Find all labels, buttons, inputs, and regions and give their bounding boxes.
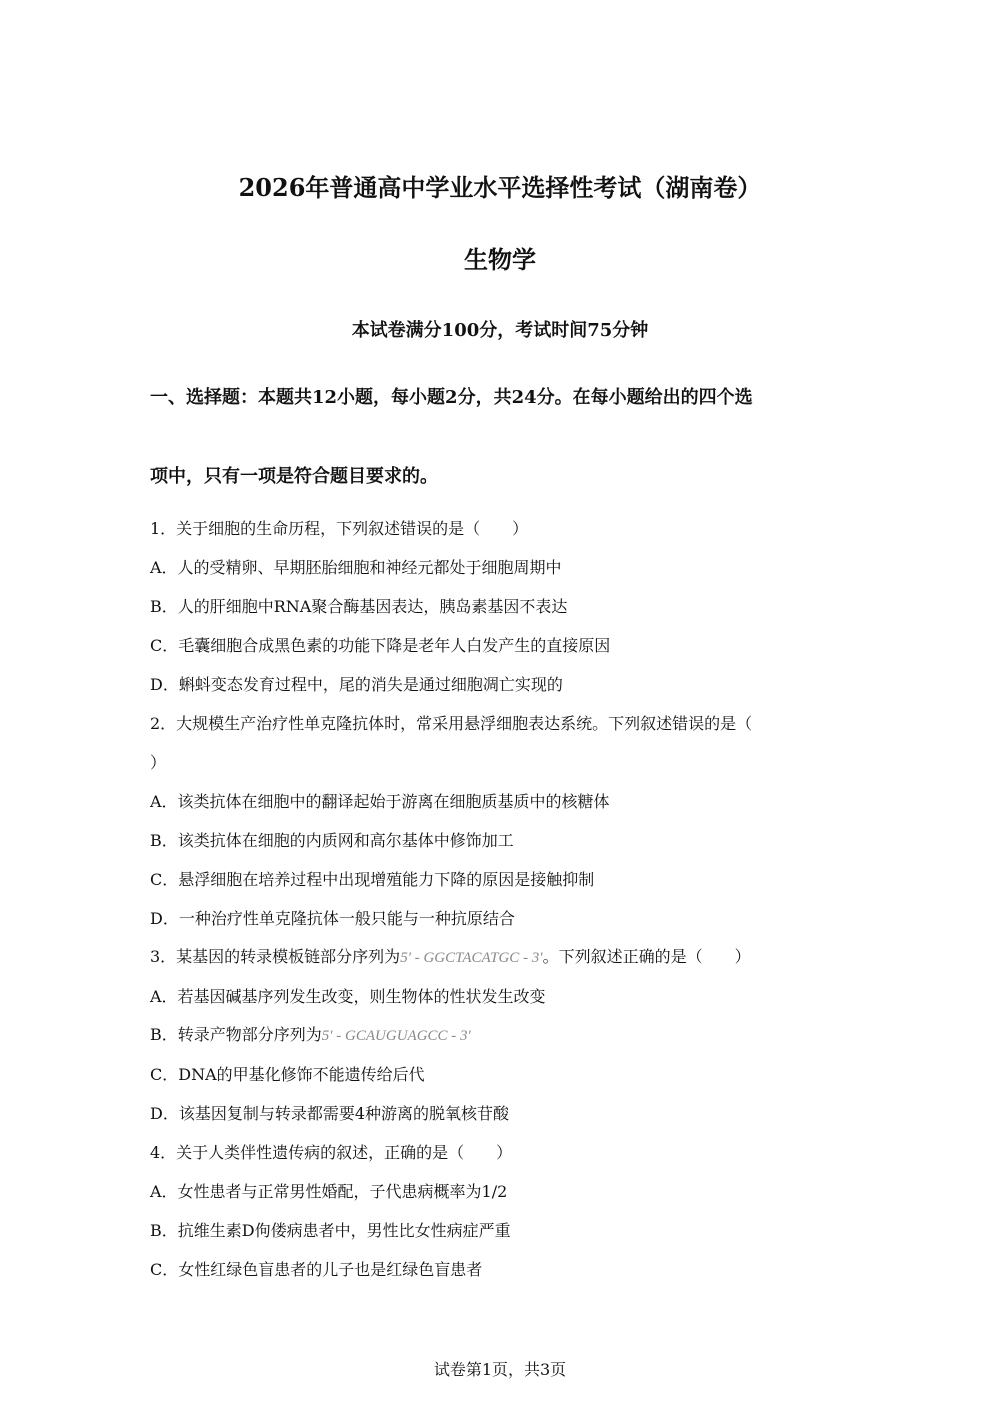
question-4-stem: 4．关于人类伴性遗传病的叙述，正确的是（ ）: [150, 1143, 513, 1162]
question-3-stem-text: 3．某基因的转录模板链部分序列为: [150, 947, 401, 966]
subject-title: 生物学: [464, 245, 536, 274]
question-2-option-d: D．一种治疗性单克隆抗体一般只能与一种抗原结合: [150, 909, 515, 928]
question-2-stem-end: ）: [150, 753, 167, 772]
exam-title: 2026年普通高中学业水平选择性考试（湖南卷）: [238, 173, 762, 202]
question-3-option-b: [150, 1022, 471, 1045]
question-4-option-a: A．女性患者与正常男性婚配，子代患病概率为1/2: [150, 1182, 508, 1201]
question-1-option-c: C．毛囊细胞合成黑色素的功能下降是老年人白发产生的直接原因: [150, 636, 611, 655]
question-3-option-d: D．该基因复制与转录都需要4种游离的脱氧核苷酸: [150, 1104, 510, 1123]
question-3-option-c: C．DNA的甲基化修饰不能遗传给后代: [150, 1065, 425, 1084]
section-heading-line1: 一、选择题：本题共12小题，每小题2分，共24分。在每小题给出的四个选: [150, 387, 753, 408]
question-1-option-d: D．蝌蚪变态发育过程中，尾的消失是通过细胞凋亡实现的: [150, 675, 563, 694]
section-heading-line2: 项中，只有一项是符合题目要求的。: [150, 466, 438, 487]
page-footer: 试卷第1页，共3页: [433, 1360, 567, 1379]
question-1-option-b: B．人的肝细胞中RNA聚合酶基因表达，胰岛素基因不表达: [150, 597, 568, 616]
question-2-option-b: B．该类抗体在细胞的内质网和高尔基体中修饰加工: [150, 831, 514, 850]
question-2-option-a: A．该类抗体在细胞中的翻译起始于游离在细胞质基质中的核糖体: [150, 792, 610, 811]
question-3-option-a: A．若基因碱基序列发生改变，则生物体的性状发生改变: [150, 987, 546, 1006]
question-3-stem-tail: 。下列叙述正确的是（ ）: [542, 947, 751, 966]
question-3-stem: [150, 944, 751, 967]
exam-info: 本试卷满分100分，考试时间75分钟: [351, 320, 649, 341]
question-2-stem: 2．大规模生产治疗性单克隆抗体时，常采用悬浮细胞表达系统。下列叙述错误的是（: [150, 714, 753, 733]
question-3-option-b-text: B．转录产物部分序列为: [150, 1025, 322, 1044]
template-strand-sequence: 5′ - GGCTACATGC - 3′: [400, 950, 543, 966]
question-4-option-c: C．女性红绿色盲患者的儿子也是红绿色盲患者: [150, 1260, 483, 1279]
question-1-option-a: A．人的受精卵、早期胚胎细胞和神经元都处于细胞周期中: [150, 558, 562, 577]
question-2-option-c: C．悬浮细胞在培养过程中出现增殖能力下降的原因是接触抑制: [150, 870, 595, 889]
transcript-sequence: 5′ - GCAUGUAGCC - 3′: [321, 1028, 471, 1044]
question-1-stem: 1．关于细胞的生命历程，下列叙述错误的是（ ）: [150, 519, 529, 538]
question-4-option-b: B．抗维生素D佝偻病患者中，男性比女性病症严重: [150, 1221, 511, 1240]
